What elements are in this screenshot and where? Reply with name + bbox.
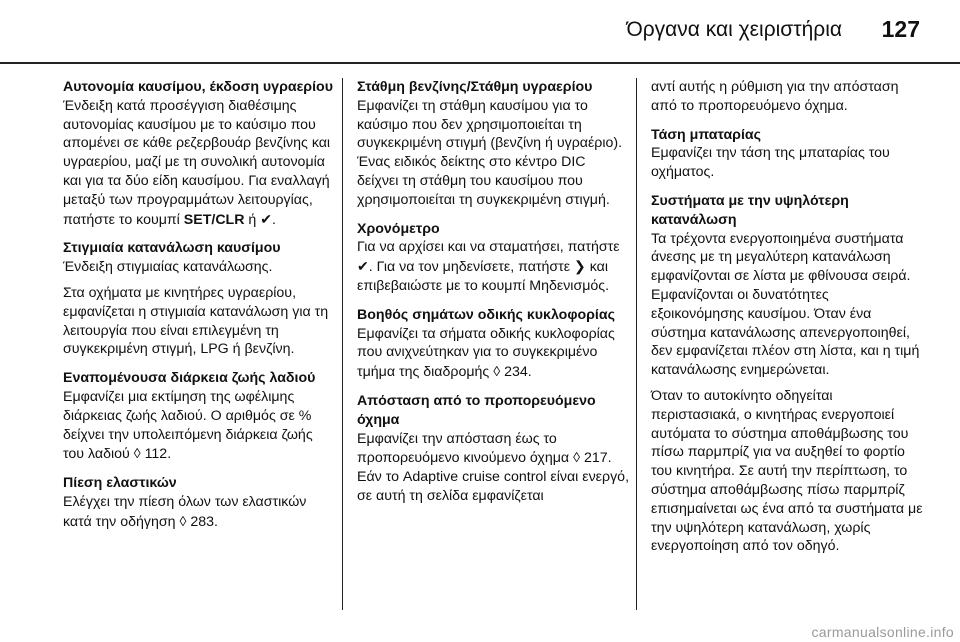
- column-2: [357, 78, 629, 516]
- section: [63, 369, 335, 464]
- check-icon: ✔: [357, 258, 369, 275]
- section-heading: Πίεση ελαστικών: [63, 475, 177, 492]
- reference-icon: ◊: [573, 449, 580, 466]
- section-heading: Αυτονομία καυσίμου, έκδοση υγραερίου: [63, 79, 333, 95]
- column-3: [651, 78, 923, 566]
- section: [357, 392, 629, 506]
- paragraph: [357, 238, 629, 295]
- page-number: 127: [881, 16, 920, 42]
- check-icon: ✔: [260, 210, 272, 227]
- column-divider: [636, 78, 637, 610]
- reference-icon: ◊: [179, 512, 187, 529]
- paragraph: [63, 388, 335, 464]
- column-divider: [342, 78, 343, 610]
- section-heading: Απόσταση από το προπορευόμενο όχημα: [357, 392, 596, 428]
- text-run: 112.: [140, 446, 172, 463]
- section: [63, 78, 335, 229]
- text-run: ή: [244, 211, 261, 228]
- text-run: Ένδειξη κατά προσέγγιση διαθέσιμης αυτονομίας καυσίμου με το καύσιμο που απομένει σε κάθε ρεζερβουάρ βενζίνης και υγραερίου, μαζί με τη συνολική αυτονομία και για τα δύο είδη καυσίμου. Για εναλλαγή μεταξύ των προγραμμάτων λειτουργίας, πατήστε το κουμπί: [63, 97, 331, 228]
- text-run: . Για να τον μηδενίσετε, πατήστε: [368, 259, 575, 276]
- section: [651, 192, 923, 556]
- page-header-title: Όργανα και χειριστήρια: [626, 18, 842, 41]
- section-heading: Βοηθός σημάτων οδικής κυκλοφορίας: [357, 306, 615, 323]
- text-run: Τα τρέχοντα ενεργοποιημένα συστήματα άνεσης με τη μεγαλύτερη κατανάλωση εμφανίζονται σε λίστα με φθίνουσα σειρά. Εμφανίζονται οι δυνατότητες εξοικονόμησης καυσίμου. Όταν ένα σύστημα κατανάλωσης απενεργοποιηθεί, δεν εμφανίζεται πλέον στη λίστα, και η τιμή κατανάλωσης ενημερώνεται.: [651, 230, 920, 379]
- section-heading: Στάθμη βενζίνης/Στάθμη υγραερίου: [357, 79, 593, 95]
- text-run: Ένδειξη στιγμιαίας κατανάλωσης.: [63, 259, 273, 276]
- section-heading: Στιγμιαία κατανάλωση καυσίμου: [63, 240, 281, 257]
- chevron-right-icon: ❯: [574, 258, 586, 275]
- text-run: 234.: [500, 364, 532, 381]
- text-run: Ελέγχει την πίεση όλων των ελαστικών κατά την οδήγηση: [63, 493, 307, 530]
- paragraph: [63, 493, 335, 532]
- paragraph: [63, 97, 335, 230]
- text-run: .: [272, 211, 276, 228]
- paragraph: [357, 430, 629, 506]
- section: [357, 78, 629, 210]
- section: [651, 78, 923, 116]
- section: [651, 126, 923, 182]
- section-heading: Τάση μπαταρίας: [651, 126, 761, 143]
- section-heading: Συστήματα με την υψηλότερη κατανάλωση: [651, 192, 849, 228]
- text-run: Όταν το αυτοκίνητο οδηγείται περιστασιακά, ο κινητήρας ενεργοποιεί αυτόματα το σύστημα αποθάμβωσης του πίσω παρμπρίζ για να αυξηθεί το φορτίο του κινητήρα. Σε αυτή την περίπτωση, το σύστημα αποθάμβωσης πίσω παρμπρίζ επισημαίνεται ως ένα από τα συστήματα με την υψηλότερη κατανάλωση, χωρίς ενεργοποίηση από τον οδηγό.: [651, 387, 923, 555]
- reference-icon: ◊: [493, 363, 501, 380]
- text-run: Για να αρχίσει και να σταματήσει, πατήστε: [357, 239, 620, 256]
- section-heading: Εναπομένουσα διάρκεια ζωής λαδιού: [63, 370, 316, 387]
- section-heading: Χρονόμετρο: [357, 220, 440, 237]
- section: [357, 220, 629, 296]
- text-run: Εμφανίζει την απόσταση έως το προπορευόμενο κινούμενο όχημα: [357, 430, 574, 467]
- text-run: Εμφανίζει τα σήματα οδικής κυκλοφορίας που ανιχνεύτηκαν για το συγκεκριμένο τμήμα της διαδρομής: [357, 325, 615, 381]
- paragraph: [357, 325, 629, 382]
- text-run: και επιβεβαιώστε με το κουμπί Μηδενισμός.: [357, 259, 610, 294]
- paragraph: [651, 144, 923, 182]
- paragraph: [63, 258, 335, 277]
- text-run: 283.: [186, 513, 218, 530]
- paragraph: [63, 284, 335, 359]
- watermark: carmanualsonline.info: [811, 624, 954, 640]
- text-run: Εμφανίζει μια εκτίμηση της ωφέλιμης διάρκειας ζωής λαδιού. Ο αριθμός σε % δείχνει την υπολειπόμενη διάρκεια ζωής του λαδιού: [63, 388, 313, 463]
- text-run: Εμφανίζει την τάση της μπαταρίας του οχήματος.: [651, 145, 890, 181]
- header-divider: [0, 62, 960, 64]
- reference-icon: ◊: [133, 445, 141, 462]
- paragraph: [651, 78, 923, 116]
- column-1: [63, 78, 335, 542]
- paragraph: [357, 97, 629, 210]
- section: [357, 306, 629, 382]
- paragraph: [651, 387, 923, 556]
- text-run: Εμφανίζει τη στάθμη καυσίμου για το καύσιμο που δεν χρησιμοποιείται τη συγκεκριμένη στιγμή (βενζίνη ή υγραέριο). Ένας ειδικός δείκτης στο κέντρο DIC δείχνει τη στάθμη του καυσίμου που χρησιμοποιείται τη συγκεκριμένη στιγμή.: [357, 97, 623, 208]
- text-run: Στα οχήματα με κινητήρες υγραερίου, εμφανίζεται η στιγμιαία κατανάλωση για τη λειτουργία που είναι επιλεγμένη τη συγκεκριμένη στιγμή, LPG ή βενζίνη.: [63, 284, 329, 358]
- section: [63, 474, 335, 531]
- text-run: αντί αυτής η ρύθμιση για την απόσταση από το προπορευόμενο όχημα.: [651, 79, 899, 114]
- button-label: SET/CLR: [183, 211, 245, 228]
- paragraph: [651, 230, 923, 380]
- text-run: 217. Εάν το Adaptive cruise control είναι ενεργό, σε αυτή τη σελίδα εμφανίζεται: [357, 450, 630, 504]
- section: [63, 239, 335, 359]
